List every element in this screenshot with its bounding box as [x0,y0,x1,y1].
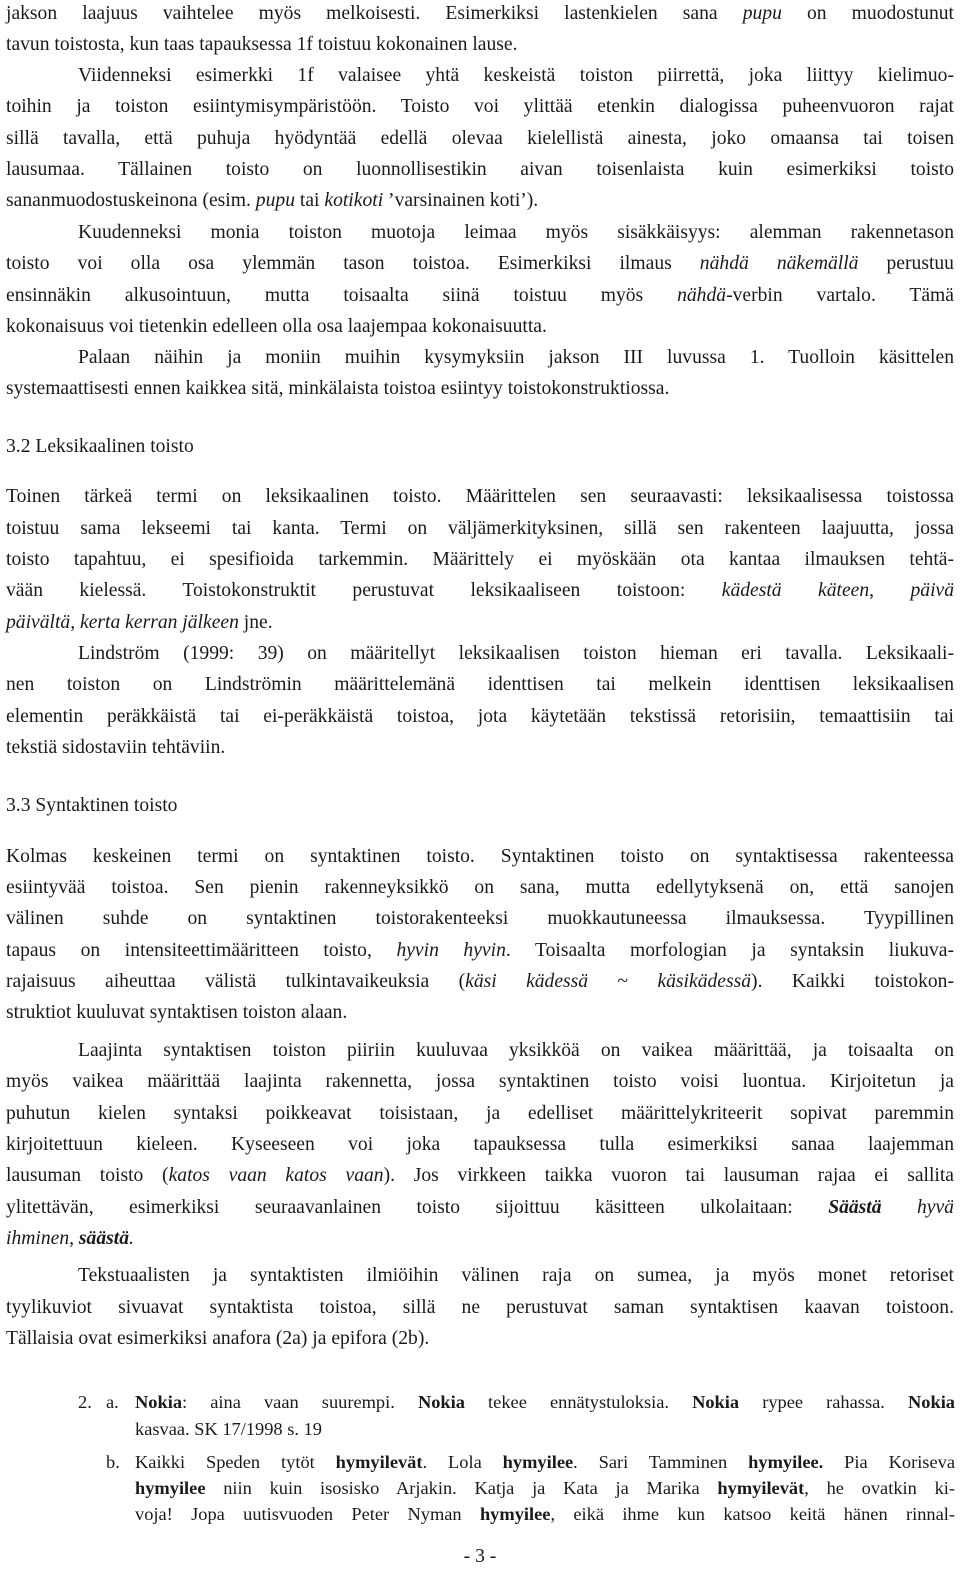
bold-term: Nokia [692,1392,740,1412]
text-line [6,1327,954,1351]
text-run: . Toisaalta morfologian ja syntaksin liukuva- [505,940,954,961]
bold-italic-term: Säästä [828,1197,882,1218]
text-run: tyylikuviot sivuavat syntaktista toistoa, sillä ne perustuvat saman syntaktisen kaavan toistoon. [6,1297,954,1318]
bold-term: Nokia [907,1392,955,1412]
text-line [78,221,954,245]
text-line [6,377,954,401]
text-line [6,158,954,182]
text-run: vään kielessä. Toistokonstruktit perustuvat leksikaaliseen toistoon: [6,580,722,601]
text-run: elementin peräkkäistä tai ei-peräkkäistä toistoa, jota käytetään tekstissä retorisiin, temaattisiin tai [6,706,954,727]
example-line [135,1450,955,1474]
text-line [6,705,954,729]
text-run: rypee rahassa. [739,1392,908,1412]
text-line [6,1070,954,1094]
example-line [135,1390,955,1414]
text-line [6,579,954,603]
text-run: jne. [238,612,273,633]
text-run: tapaus on intensiteettimääritteen toisto, [6,940,397,961]
italic-term: käsikädessä [657,971,752,992]
text-line [6,485,954,509]
text-run: ’varsinainen koti’). [383,190,539,211]
text-run: Lindström (1999: 39) on määritellyt leksikaalisen toiston hieman eri tavalla. Leksikaali- [78,643,954,664]
text-line [6,673,954,697]
italic-term: nähdä [677,285,727,306]
italic-term: pupu [742,3,782,24]
text-line [6,548,954,572]
text-line [78,1039,954,1063]
text-run: struktiot kuuluvat syntaktisen toiston alaan. [6,1002,348,1023]
text-run: . Lola [422,1452,503,1472]
bold-term: hymyilee [135,1478,206,1498]
text-line [6,939,954,963]
text-line [78,642,954,666]
bold-term: Nokia [135,1392,183,1412]
italic-term: katos vaan katos vaan [168,1165,384,1186]
page-number: - 3 - [463,1546,497,1567]
text-run: , [869,580,911,601]
text-run: Tällaisia ovat esimerkiksi anafora (2a) ja epifora (2b). [6,1328,430,1349]
text-line [6,284,954,308]
text-run: jakson laajuus vaihtelee myös melkoisesti. Esimerkiksi lastenkielen sana [6,3,743,24]
text-run: ~ [588,971,658,992]
italic-term: pupu [255,190,295,211]
text-run: toihin ja toiston esiintymisympäristöön. Toisto voi ylittää etenkin dialogissa puheenvuoron rajat [6,96,954,117]
text-run: Kuudenneksi monia toiston muotoja leimaa myös sisäkkäisyys: alemman rakennetason [78,222,954,243]
text-run: ). Jos virkkeen taikka vuoron tai lausuman rajaa ei sallita [383,1165,954,1186]
example-label: a. [106,1392,119,1412]
text-run: myös vaikea määrittää laajinta rakennetta, jossa syntaktinen toisto voisi luontua. Kirjoitetun ja [6,1071,954,1092]
text-run: : aina vaan suurempi. [182,1392,418,1412]
text-line [6,517,954,541]
text-run: voja! Jopa uutisvuoden Peter Nyman [135,1504,480,1524]
example-number: 2. [78,1392,92,1412]
italic-term: . [129,1228,134,1249]
text-line [6,95,954,119]
text-run: tavun toistosta, kun taas tapauksessa 1f toistuu kokonainen lause. [6,34,518,55]
text-run: systemaattisesti ennen kaikkea sitä, minkälaista toistoa esiintyy toistokonstruktiossa. [6,378,670,399]
text-run: -verbin vartalo. Tämä [726,285,954,306]
text-run: , eikä ihme kun katsoo keitä hänen rinnal- [550,1504,955,1524]
text-run: lausuman toisto ( [6,1165,169,1186]
text-run: sananmuodostuskeinona (esim. [6,190,256,211]
text-run: toistuu sama lekseemi tai kanta. Termi on väljämerkityksinen, sillä sen rakenteen laajuutta, jossa [6,518,954,539]
text-run: lausumaa. Tällainen toisto on luonnollisestikin aivan toisenlaista kuin esimerkiksi toisto [6,159,954,180]
text-run: Palaan näihin ja moniin muihin kysymyksiin jakson III luvussa 1. Tuolloin käsittelen [78,347,954,368]
text-run: Laajinta syntaktisen toiston piiriin kuuluvaa yksikköä on vaikea määrittää, ja toisaalta on [78,1040,954,1061]
text-line [78,346,954,370]
bold-term: hymyilevät [717,1478,805,1498]
text-run: tekstiä sidostaviin tehtäviin. [6,737,226,758]
text-run: Toinen tärkeä termi on leksikaalinen toisto. Määrittelen sen seuraavasti: leksikaalisessa toistossa [6,486,954,507]
text-run: toisto tapahtuu, ei spesifioida tarkemmin. Määrittely ei myöskään ota kantaa ilmauksen tehtä- [6,549,954,570]
text-run: . Sari Tamminen [573,1452,749,1472]
text-run: tai [294,190,325,211]
text-line [6,1133,954,1157]
text-run: puhutun kielen syntaksi poikkeavat toisistaan, ja edelliset määrittelykriteerit sopivat paremmin [6,1103,954,1124]
section-heading: 3.3 Syntaktinen toisto [6,795,178,816]
bold-term: hymyilee [502,1452,574,1472]
italic-term: kerta kerran jälkeen [80,612,239,633]
italic-term: päivä [910,580,954,601]
bold-term: hymyilevät [335,1452,423,1472]
text-run: perustuu [858,253,954,274]
text-line [6,189,954,213]
text-run: sillä tavalla, että puhuja hyödyntää edellä olevaa kielellistä ainesta, joko omaansa tai toisen [6,128,954,149]
text-line [6,1196,954,1220]
example-line [135,1476,955,1500]
text-run: , he ovatkin ki- [804,1478,955,1498]
text-line [6,845,954,869]
text-run: Kolmas keskeinen termi on syntaktinen toisto. Syntaktinen toisto on syntaktisessa rakenteessa [6,846,954,867]
text-line [78,1264,954,1288]
italic-term: ihminen, [6,1228,79,1249]
bold-term: hymyilee. [748,1452,824,1472]
example-label: b. [106,1452,120,1472]
text-run: kokonaisuus voi tietenkin edelleen olla osa laajempaa kokonaisuutta. [6,316,547,337]
text-run: ensinnäkin alkusointuun, mutta toisaalta siinä toistuu myös [6,285,678,306]
italic-term: kädestä käteen [721,580,870,601]
text-line [6,252,954,276]
italic-term: hyvin hyvin [396,940,506,961]
text-line [6,2,954,26]
bold-italic-term: säästä [78,1228,130,1249]
italic-term: käsi kädessä [465,971,589,992]
example-line: kasvaa. SK 17/1998 s. 19 [135,1419,322,1439]
text-run: , [70,612,81,633]
text-run: on muodostunut [781,3,954,24]
text-run: Viidenneksi esimerkki 1f valaisee yhtä keskeistä toiston piirrettä, joka liittyy kielimuo- [78,65,954,86]
bold-term: hymyilee [479,1504,551,1524]
text-line [6,736,954,760]
text-run: niin kuin isosisko Arjakin. Katja ja Kata ja Marika [205,1478,718,1498]
text-run: Tekstuaalisten ja syntaktisten ilmiöihin välinen raja on sumea, ja myös monet retoriset [78,1265,954,1286]
text-run: ylitettävän, esimerkiksi seuraavanlainen toisto sijoittuu käsitteen ulkolaitaan: [6,1197,829,1218]
text-line [6,127,954,151]
text-run: välinen suhde on syntaktinen toistorakenteeksi muokkautuneessa ilmauksessa. Tyypillinen [6,908,954,929]
text-run: ). Kaikki toistokon- [751,971,954,992]
text-run: rajaisuus aiheuttaa välistä tulkintavaikeuksia ( [6,971,466,992]
italic-term: hyvä [881,1197,954,1218]
text-run: toisto voi olla osa ylemmän tason toistoa. Esimerkiksi ilmaus [6,253,700,274]
text-run: esiintyvää toistoa. Sen pienin rakenneyksikkö on sana, mutta edellytyksenä on, että sanojen [6,877,954,898]
text-line [6,33,954,57]
text-run: kirjoitettuun kieleen. Kyseeseen voi joka tapauksessa tulla esimerkiksi sanaa laajemman [6,1134,954,1155]
text-line [6,876,954,900]
text-line [6,1296,954,1320]
bold-term: Nokia [417,1392,465,1412]
section-heading: 3.2 Leksikaalinen toisto [6,436,194,457]
text-line [78,64,954,88]
italic-term: kotikoti [324,190,384,211]
text-run: Kaikki Speden tytöt [135,1452,336,1472]
example-line [135,1502,955,1526]
text-run: nen toiston on Lindströmin määrittelemänä identtisen tai melkein identtisen leksikaalisen [6,674,954,695]
text-line [6,970,954,994]
italic-term: päivältä [6,612,71,633]
text-line [6,1102,954,1126]
text-line [6,1164,954,1188]
text-line [6,611,954,635]
italic-term: nähdä näkemällä [699,253,859,274]
text-line [6,1227,954,1251]
text-line [6,1001,954,1025]
text-run: Pia Koriseva [823,1452,955,1472]
text-run: tekee ennätystuloksia. [464,1392,693,1412]
text-line [6,907,954,931]
text-line [6,315,954,339]
